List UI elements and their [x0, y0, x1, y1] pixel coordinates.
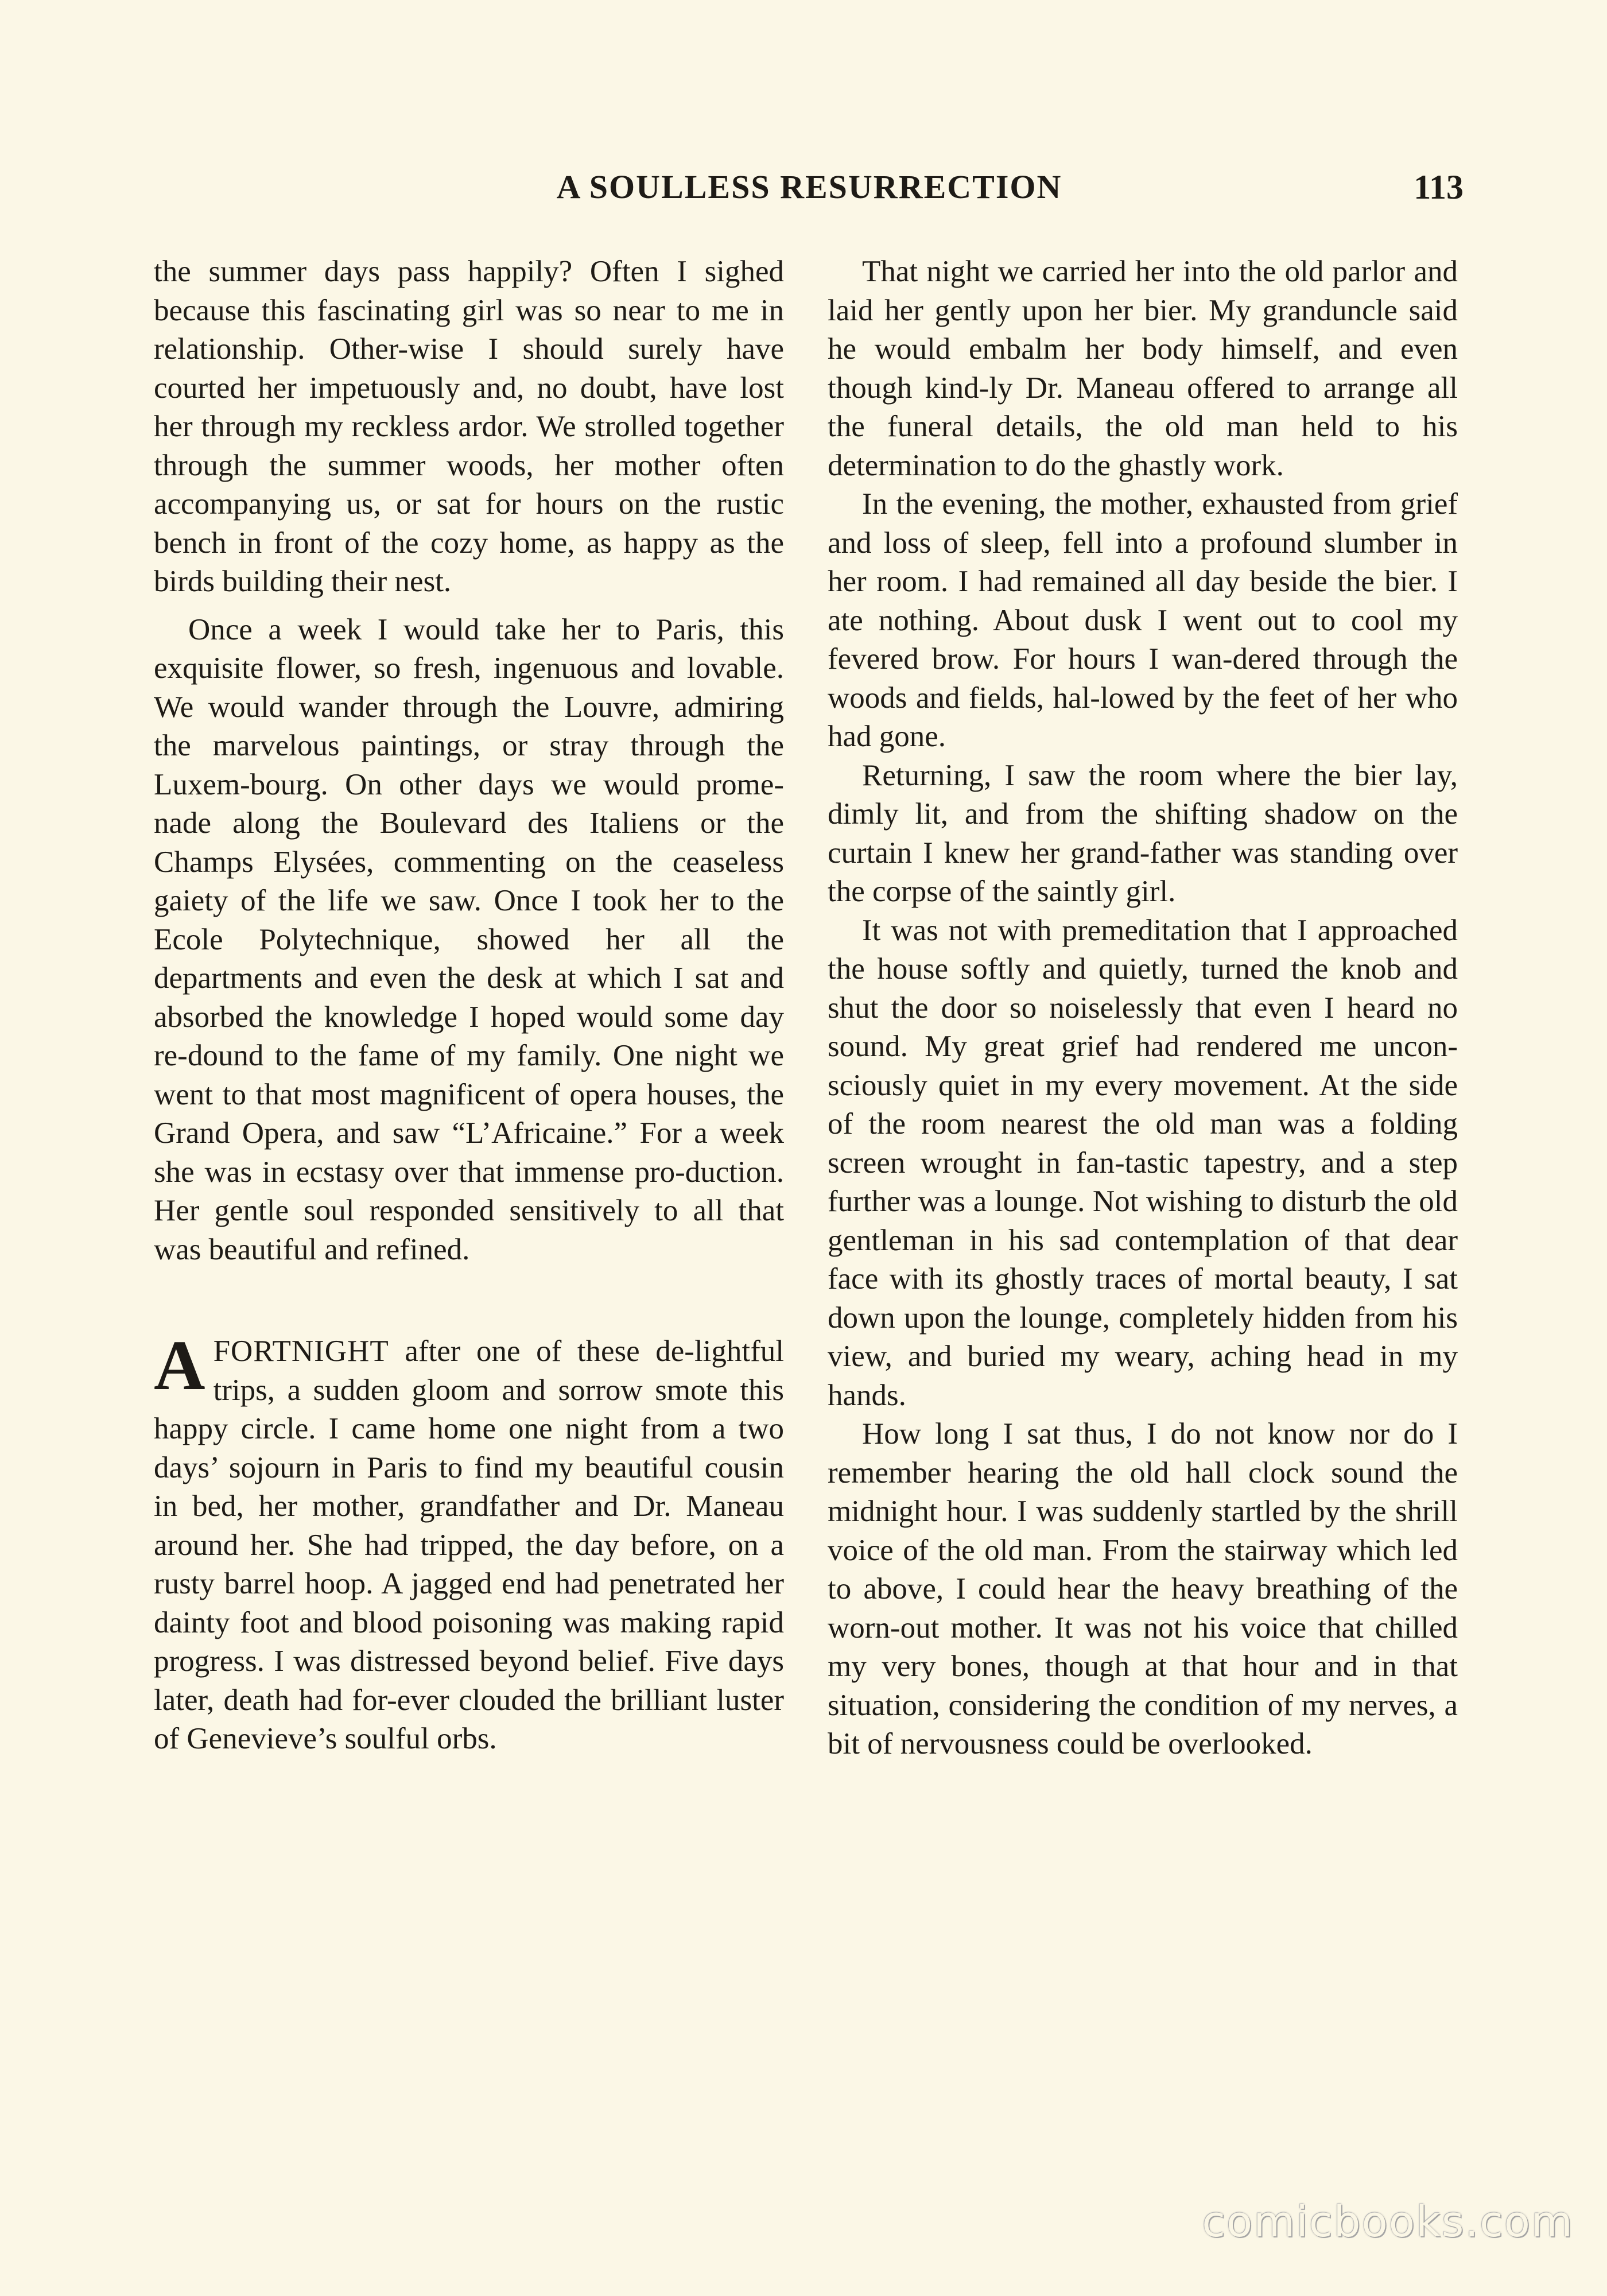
page-number: 113: [1414, 168, 1464, 206]
paragraph: In the evening, the mother, exhausted from grief and loss of sleep, fell into a profound slumber in her room. I had remained all day beside the bier. I ate nothing. About dusk I went out to cool my fevered brow. For hours I wan-dered through the woods and fields, hal-lowed by the feet of her who had gone.: [828, 487, 1458, 753]
right-column: [828, 253, 1458, 1764]
lead-in-word: FORTNIGHT: [213, 1335, 389, 1368]
section-start-paragraph: [154, 1326, 785, 1759]
left-column: [154, 253, 784, 1759]
paragraph: That night we carried her into the old parlor and laid her gently upon her bier. My granduncle said he would embalm her body himself, and even though kind-ly Dr. Maneau offered to arrange all the funeral details, the old man held to his determination to do the ghastly work.: [828, 255, 1458, 482]
paragraph: Returning, I saw the room where the bier lay, dimly lit, and from the shifting shadow on the curtain I knew her grand-father was standing over the corpse of the saintly girl.: [828, 758, 1458, 908]
page-header: [155, 168, 1464, 214]
paragraph-text: after one of these de-lightful trips, a sudden gloom and sorrow smote this happy circle. I came home one night from a two days’ sojourn in Paris to find my beautiful cousin in bed, her mother, grandfather and Dr. Maneau around her. She had tripped, the day before, on a rusty barrel hoop. A jagged end had penetrated her dainty foot and blood poisoning was making rapid progress. I was distressed beyond belief. Five days later, death had for-ever clouded the brilliant luster of Genevieve’s soulful orbs.: [154, 1335, 785, 1755]
paragraph: It was not with premeditation that I approached the house softly and quietly, turned the knob and shut the door so noiselessly that even I heard no sound. My great grief had rendered me uncon-sciously quiet in my every movement. At the side of the room nearest the old man was a folding screen wrought in fan-tastic tapestry, and a step further was a lounge. Not wishing to disturb the old gentleman in his sad contemplation of that dear face with its ghostly traces of mortal beauty, I sat down upon the lounge, completely hidden from his view, and buried my weary, aching head in my hands.: [828, 913, 1458, 1412]
paragraph: the summer days pass happily? Often I sighed because this fascinating girl was so near to me in relationship. Other-wise I should surely have courted her impetuously and, no doubt, have lost her through my reckless ardor. We strolled together through the summer woods, her mother often accompanying us, or sat for hours on the rustic bench in front of the cozy home, as happy as the birds building their nest.: [154, 255, 784, 598]
watermark: comicbooks.com: [1202, 2197, 1574, 2247]
running-title: A SOULLESS RESURRECTION: [556, 168, 1062, 205]
paragraph: How long I sat thus, I do not know nor do I remember hearing the old hall clock sound the midnight hour. I was suddenly startled by the shrill voice of the old man. From the stairway which led to above, I could hear the heavy breathing of the worn-out mother. It was not his voice that chilled my very bones, though at that hour and in that situation, considering the condition of my nerves, a bit of nervousness could be overlooked.: [828, 1417, 1458, 1760]
drop-cap: A: [154, 1326, 205, 1405]
paragraph: Once a week I would take her to Paris, this exquisite flower, so fresh, ingenuous and lovable. We would wander through the Louvre, admiring the marvelous paintings, or stray through the Luxem-bourg. On other days we would prome-nade along the Boulevard des Italiens or the Champs Elysées, commenting on the ceaseless gaiety of the life we saw. Once I took her to the Ecole Polytechnique, showed her all the departments and even the desk at which I sat and absorbed the knowledge I hoped would some day re-dound to the fame of my family. One night we went to that most magnificent of opera houses, the Grand Opera, and saw “L’Africaine.” For a week she was in ecstasy over that immense pro-duction. Her gentle soul responded sensitively to all that was beautiful and refined.: [154, 612, 784, 1266]
